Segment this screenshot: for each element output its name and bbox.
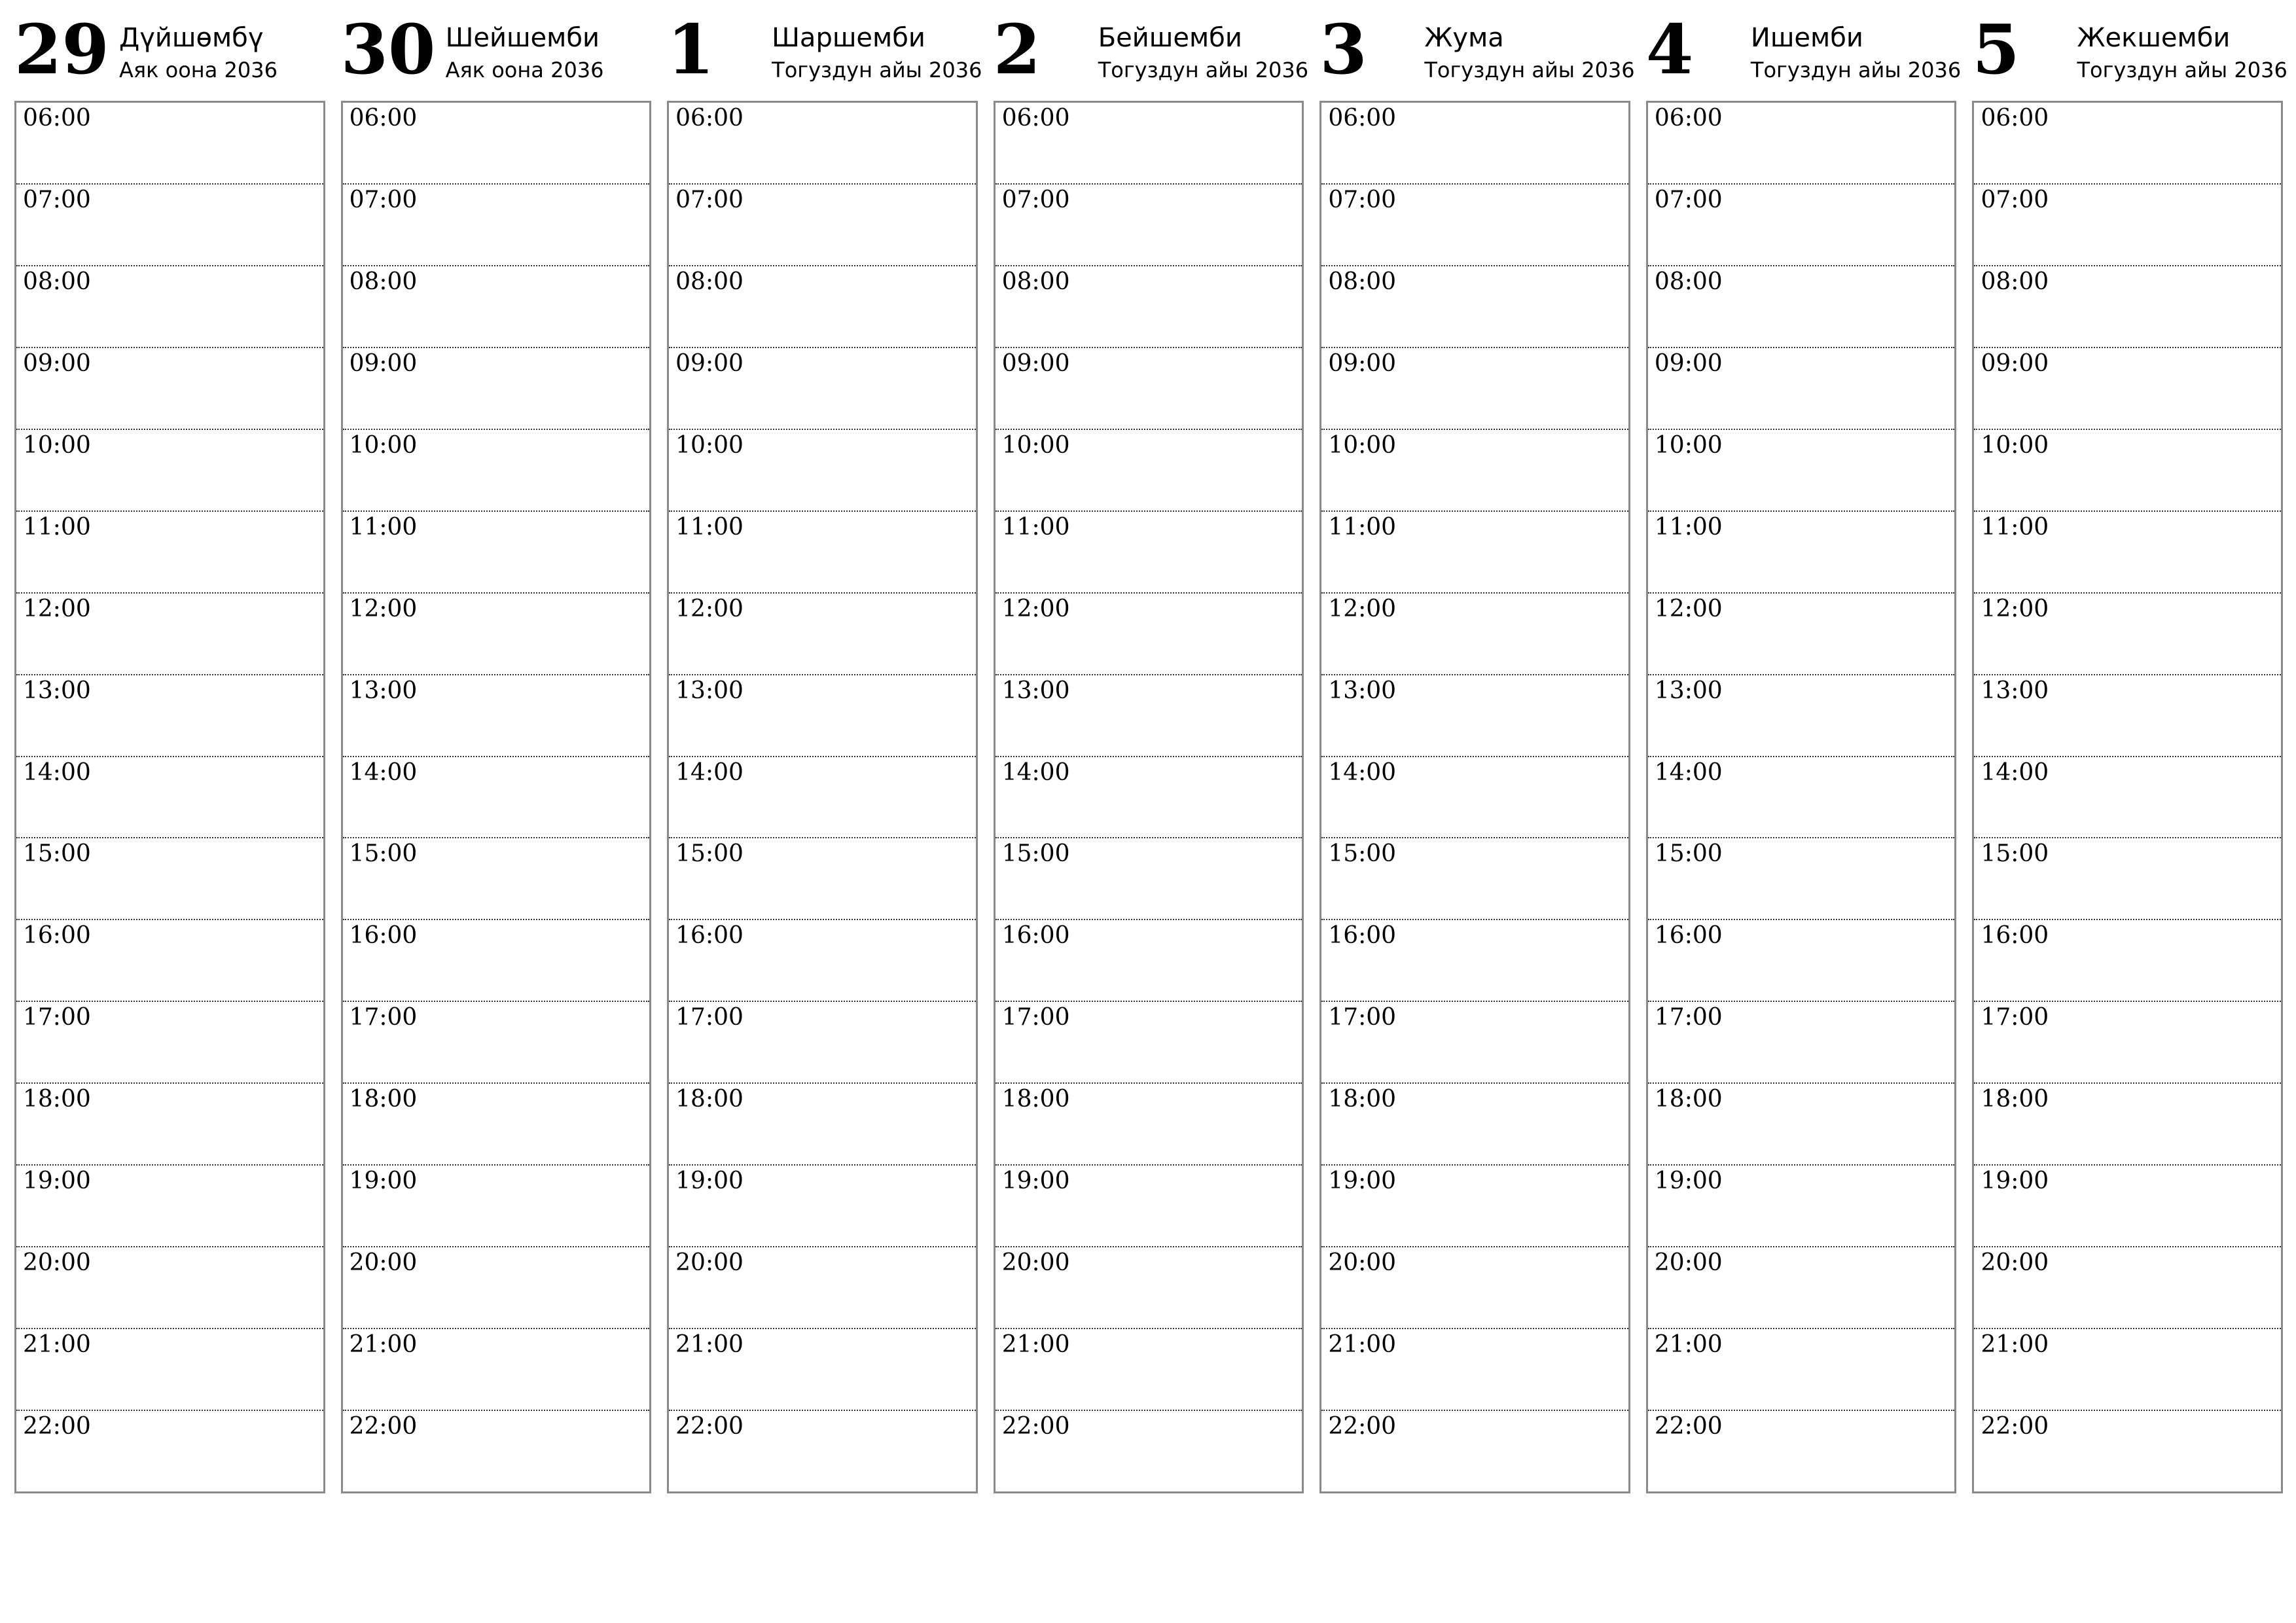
hour-label: 18:00: [1981, 1086, 2049, 1113]
hour-slot[interactable]: [343, 430, 650, 512]
hour-label: 13:00: [1981, 677, 2049, 704]
hour-label: 15:00: [349, 840, 418, 868]
hour-label: 20:00: [1981, 1249, 2049, 1277]
hour-slot[interactable]: [669, 920, 976, 1002]
hour-label: 10:00: [1981, 431, 2049, 459]
day-schedule-box: [1646, 101, 1957, 1493]
day-schedule-box: [667, 101, 978, 1493]
hour-label: 13:00: [23, 677, 91, 704]
hour-slot[interactable]: [669, 594, 976, 675]
hour-label: 17:00: [675, 1004, 744, 1031]
hour-slot[interactable]: [669, 1411, 976, 1491]
hour-slot[interactable]: [343, 1002, 650, 1084]
hour-slot[interactable]: [996, 103, 1302, 185]
day-header: [1972, 9, 2287, 101]
hour-label: 10:00: [1328, 431, 1397, 459]
hour-slot[interactable]: [669, 103, 976, 185]
hour-slot[interactable]: [1648, 1084, 1955, 1166]
day-column: [667, 9, 982, 1499]
hour-slot[interactable]: [669, 1329, 976, 1411]
hour-label: 07:00: [1981, 186, 2049, 213]
hour-slot[interactable]: [996, 920, 1302, 1002]
hour-slot[interactable]: [1974, 266, 2281, 348]
hour-slot[interactable]: [1648, 1002, 1955, 1084]
hour-label: 15:00: [1328, 840, 1397, 868]
hour-slot[interactable]: [1321, 1411, 1628, 1491]
hour-label: 16:00: [1654, 922, 1723, 950]
hour-label: 07:00: [349, 186, 418, 213]
hour-label: 06:00: [349, 105, 418, 132]
hour-slot[interactable]: [1974, 185, 2281, 266]
hour-label: 07:00: [1654, 186, 1723, 213]
hour-label: 16:00: [1328, 922, 1397, 950]
hour-slot[interactable]: [16, 1247, 323, 1329]
hour-slot[interactable]: [343, 1166, 650, 1247]
hour-label: 15:00: [1654, 840, 1723, 868]
hour-slot[interactable]: [996, 266, 1302, 348]
hour-slot[interactable]: [996, 838, 1302, 920]
hour-slot[interactable]: [1321, 757, 1628, 839]
hour-slot[interactable]: [343, 185, 650, 266]
hour-slot[interactable]: [1974, 1329, 2281, 1411]
hour-slot[interactable]: [1648, 594, 1955, 675]
hour-slot[interactable]: [996, 594, 1302, 675]
day-header: [667, 9, 982, 101]
hour-slot[interactable]: [1648, 512, 1955, 594]
day-number: 2: [993, 9, 1041, 90]
hour-slot[interactable]: [1321, 1084, 1628, 1166]
hour-slot[interactable]: [996, 757, 1302, 839]
hour-slot[interactable]: [1974, 512, 2281, 594]
hour-slot[interactable]: [996, 1084, 1302, 1166]
hour-label: 07:00: [1328, 186, 1397, 213]
day-number: 4: [1645, 9, 1694, 90]
hour-label: 11:00: [1001, 513, 1070, 541]
hour-label: 15:00: [23, 840, 91, 868]
day-name: Шаршемби: [772, 23, 925, 53]
hour-slot[interactable]: [1321, 675, 1628, 757]
hour-label: 11:00: [1654, 513, 1723, 541]
hour-slot[interactable]: [669, 512, 976, 594]
hour-label: 17:00: [1328, 1004, 1397, 1031]
hour-label: 16:00: [675, 922, 744, 950]
hour-slot[interactable]: [1648, 103, 1955, 185]
hour-label: 09:00: [1328, 349, 1397, 377]
hour-slot[interactable]: [16, 430, 323, 512]
hour-slot[interactable]: [16, 1411, 323, 1491]
hour-slot[interactable]: [343, 266, 650, 348]
hour-label: 20:00: [349, 1249, 418, 1277]
hour-label: 17:00: [1981, 1004, 2049, 1031]
hour-label: 08:00: [349, 268, 418, 295]
hour-slot[interactable]: [1974, 920, 2281, 1002]
hour-slot[interactable]: [996, 1329, 1302, 1411]
hour-label: 14:00: [1981, 758, 2049, 786]
hour-slot[interactable]: [1321, 512, 1628, 594]
hour-slot[interactable]: [343, 675, 650, 757]
hour-label: 21:00: [349, 1331, 418, 1359]
hour-slot[interactable]: [669, 185, 976, 266]
day-column: [1319, 9, 1635, 1499]
hour-label: 16:00: [349, 922, 418, 950]
hour-slot[interactable]: [16, 757, 323, 839]
hour-label: 21:00: [1654, 1331, 1723, 1359]
hour-label: 11:00: [23, 513, 91, 541]
hour-label: 20:00: [1001, 1249, 1070, 1277]
hour-label: 22:00: [23, 1413, 91, 1440]
hour-slot[interactable]: [1321, 185, 1628, 266]
hour-slot[interactable]: [16, 103, 323, 185]
hour-slot[interactable]: [1648, 920, 1955, 1002]
hour-label: 17:00: [1654, 1004, 1723, 1031]
hour-slot[interactable]: [16, 185, 323, 266]
hour-slot[interactable]: [1974, 757, 2281, 839]
hour-label: 12:00: [1001, 595, 1070, 622]
hour-label: 21:00: [1981, 1331, 2049, 1359]
hour-slot[interactable]: [1648, 348, 1955, 430]
hour-label: 08:00: [675, 268, 744, 295]
hour-label: 18:00: [1654, 1086, 1723, 1113]
hour-label: 10:00: [1001, 431, 1070, 459]
month-year: Аяк оона 2036: [119, 58, 278, 82]
hour-label: 06:00: [23, 105, 91, 132]
hour-slot[interactable]: [669, 1166, 976, 1247]
hour-slot[interactable]: [996, 1166, 1302, 1247]
hour-slot[interactable]: [669, 757, 976, 839]
hour-slot[interactable]: [1321, 594, 1628, 675]
hour-label: 14:00: [349, 758, 418, 786]
hour-slot[interactable]: [343, 920, 650, 1002]
hour-label: 09:00: [1654, 349, 1723, 377]
hour-label: 08:00: [1654, 268, 1723, 295]
hour-label: 12:00: [1328, 595, 1397, 622]
hour-label: 21:00: [1001, 1331, 1070, 1359]
day-header: [1319, 9, 1635, 101]
hour-slot[interactable]: [1648, 675, 1955, 757]
hour-label: 06:00: [1981, 105, 2049, 132]
hour-slot[interactable]: [1321, 838, 1628, 920]
hour-slot[interactable]: [1648, 1411, 1955, 1491]
hour-label: 19:00: [23, 1168, 91, 1195]
hour-slot[interactable]: [996, 430, 1302, 512]
hour-label: 09:00: [1001, 349, 1070, 377]
hour-label: 06:00: [675, 105, 744, 132]
day-column: [993, 9, 1309, 1499]
hour-label: 20:00: [1654, 1249, 1723, 1277]
hour-label: 22:00: [1654, 1413, 1723, 1440]
hour-label: 11:00: [1981, 513, 2049, 541]
hour-label: 22:00: [1328, 1413, 1397, 1440]
hour-slot[interactable]: [669, 266, 976, 348]
hour-label: 19:00: [349, 1168, 418, 1195]
day-name: Дүйшөмбү: [119, 23, 264, 53]
hour-slot[interactable]: [343, 512, 650, 594]
hour-label: 22:00: [1981, 1413, 2049, 1440]
hour-label: 13:00: [1654, 677, 1723, 704]
hour-label: 07:00: [23, 186, 91, 213]
hour-slot[interactable]: [1321, 266, 1628, 348]
hour-label: 19:00: [1981, 1168, 2049, 1195]
day-header: [14, 9, 325, 101]
hour-label: 21:00: [23, 1331, 91, 1359]
hour-label: 20:00: [23, 1249, 91, 1277]
hour-label: 10:00: [675, 431, 744, 459]
hour-slot[interactable]: [1648, 266, 1955, 348]
day-schedule-box: [14, 101, 325, 1493]
hour-slot[interactable]: [669, 430, 976, 512]
hour-label: 11:00: [675, 513, 744, 541]
hour-slot[interactable]: [996, 1411, 1302, 1491]
hour-label: 21:00: [675, 1331, 744, 1359]
hour-label: 11:00: [1328, 513, 1397, 541]
hour-slot[interactable]: [16, 1166, 323, 1247]
hour-slot[interactable]: [1974, 1084, 2281, 1166]
hour-slot[interactable]: [16, 1084, 323, 1166]
hour-slot[interactable]: [343, 1247, 650, 1329]
hour-label: 20:00: [675, 1249, 744, 1277]
hour-slot[interactable]: [669, 838, 976, 920]
hour-slot[interactable]: [16, 1329, 323, 1411]
hour-label: 19:00: [1654, 1168, 1723, 1195]
hour-label: 19:00: [675, 1168, 744, 1195]
hour-slot[interactable]: [996, 348, 1302, 430]
hour-label: 06:00: [1654, 105, 1723, 132]
hour-label: 15:00: [1001, 840, 1070, 868]
hour-slot[interactable]: [16, 348, 323, 430]
hour-label: 10:00: [349, 431, 418, 459]
day-number: 3: [1319, 9, 1367, 90]
day-name: Ишемби: [1750, 23, 1863, 53]
hour-label: 15:00: [675, 840, 744, 868]
day-column: [14, 9, 325, 1499]
hour-label: 08:00: [23, 268, 91, 295]
hour-slot[interactable]: [343, 103, 650, 185]
hour-label: 21:00: [1328, 1331, 1397, 1359]
hour-label: 14:00: [1654, 758, 1723, 786]
hour-slot[interactable]: [1974, 103, 2281, 185]
hour-label: 09:00: [675, 349, 744, 377]
day-number: 29: [14, 9, 109, 90]
hour-slot[interactable]: [996, 675, 1302, 757]
hour-slot[interactable]: [16, 512, 323, 594]
hour-slot[interactable]: [1974, 1166, 2281, 1247]
day-schedule-box: [341, 101, 652, 1493]
hour-label: 09:00: [349, 349, 418, 377]
hour-label: 13:00: [349, 677, 418, 704]
hour-label: 16:00: [1001, 922, 1070, 950]
hour-label: 13:00: [1001, 677, 1070, 704]
hour-slot[interactable]: [1974, 430, 2281, 512]
hour-slot[interactable]: [669, 1247, 976, 1329]
hour-label: 13:00: [1328, 677, 1397, 704]
hour-label: 22:00: [1001, 1413, 1070, 1440]
hour-label: 14:00: [675, 758, 744, 786]
hour-label: 09:00: [23, 349, 91, 377]
weekly-planner: [14, 9, 2287, 1499]
day-header: [993, 9, 1309, 101]
hour-label: 12:00: [1981, 595, 2049, 622]
hour-slot[interactable]: [1974, 675, 2281, 757]
hour-label: 17:00: [1001, 1004, 1070, 1031]
hour-slot[interactable]: [1974, 1247, 2281, 1329]
hour-label: 06:00: [1328, 105, 1397, 132]
hour-label: 14:00: [23, 758, 91, 786]
hour-slot[interactable]: [16, 266, 323, 348]
day-schedule-box: [994, 101, 1304, 1493]
hour-label: 08:00: [1328, 268, 1397, 295]
day-name: Жекшемби: [2077, 23, 2231, 53]
hour-label: 22:00: [675, 1413, 744, 1440]
day-schedule-box: [1972, 101, 2283, 1493]
hour-slot[interactable]: [669, 1084, 976, 1166]
hour-label: 18:00: [1328, 1086, 1397, 1113]
month-year: Тогуздун айы 2036: [1750, 58, 1962, 82]
hour-slot[interactable]: [1321, 348, 1628, 430]
hour-label: 10:00: [1654, 431, 1723, 459]
hour-slot[interactable]: [343, 594, 650, 675]
hour-label: 07:00: [675, 186, 744, 213]
hour-slot[interactable]: [16, 675, 323, 757]
hour-label: 14:00: [1328, 758, 1397, 786]
day-number: 30: [340, 9, 436, 90]
hour-slot[interactable]: [1321, 430, 1628, 512]
hour-label: 18:00: [23, 1086, 91, 1113]
hour-label: 16:00: [1981, 922, 2049, 950]
hour-slot[interactable]: [1974, 594, 2281, 675]
hour-label: 18:00: [349, 1086, 418, 1113]
hour-slot[interactable]: [1648, 430, 1955, 512]
hour-slot[interactable]: [1974, 1002, 2281, 1084]
day-column: [1645, 9, 1962, 1499]
hour-slot[interactable]: [1321, 920, 1628, 1002]
hour-label: 18:00: [1001, 1086, 1070, 1113]
hour-slot[interactable]: [343, 757, 650, 839]
hour-label: 22:00: [349, 1413, 418, 1440]
hour-label: 14:00: [1001, 758, 1070, 786]
hour-slot[interactable]: [996, 512, 1302, 594]
hour-label: 13:00: [675, 677, 744, 704]
day-number: 1: [667, 9, 715, 90]
hour-slot[interactable]: [343, 1411, 650, 1491]
hour-slot[interactable]: [16, 594, 323, 675]
hour-slot[interactable]: [16, 920, 323, 1002]
day-number: 5: [1972, 9, 2020, 90]
hour-label: 17:00: [23, 1004, 91, 1031]
hour-label: 09:00: [1981, 349, 2049, 377]
hour-label: 12:00: [675, 595, 744, 622]
hour-label: 12:00: [23, 595, 91, 622]
day-header: [340, 9, 652, 101]
hour-slot[interactable]: [1648, 757, 1955, 839]
hour-slot[interactable]: [1974, 348, 2281, 430]
day-schedule-box: [1319, 101, 1630, 1493]
hour-slot[interactable]: [16, 1002, 323, 1084]
hour-slot[interactable]: [1648, 1166, 1955, 1247]
hour-slot[interactable]: [16, 838, 323, 920]
day-header: [1645, 9, 1962, 101]
hour-label: 11:00: [349, 513, 418, 541]
hour-label: 06:00: [1001, 105, 1070, 132]
hour-label: 19:00: [1001, 1168, 1070, 1195]
hour-label: 19:00: [1328, 1168, 1397, 1195]
hour-slot[interactable]: [1648, 1329, 1955, 1411]
hour-slot[interactable]: [1648, 185, 1955, 266]
hour-slot[interactable]: [1321, 1166, 1628, 1247]
hour-slot[interactable]: [669, 348, 976, 430]
day-column: [1972, 9, 2287, 1499]
hour-label: 17:00: [349, 1004, 418, 1031]
hour-label: 08:00: [1981, 268, 2049, 295]
month-year: Тогуздун айы 2036: [772, 58, 982, 82]
hour-slot[interactable]: [343, 838, 650, 920]
hour-slot[interactable]: [343, 1329, 650, 1411]
month-year: Тогуздун айы 2036: [2077, 58, 2287, 82]
hour-label: 18:00: [675, 1086, 744, 1113]
hour-slot[interactable]: [669, 1002, 976, 1084]
hour-slot[interactable]: [343, 348, 650, 430]
hour-label: 16:00: [23, 922, 91, 950]
hour-slot[interactable]: [1321, 103, 1628, 185]
hour-label: 07:00: [1001, 186, 1070, 213]
month-year: Тогуздун айы 2036: [1098, 58, 1309, 82]
hour-slot[interactable]: [1974, 838, 2281, 920]
hour-slot[interactable]: [996, 1002, 1302, 1084]
hour-slot[interactable]: [996, 185, 1302, 266]
day-name: Шейшемби: [445, 23, 600, 53]
hour-label: 12:00: [349, 595, 418, 622]
day-column: [340, 9, 652, 1499]
hour-label: 12:00: [1654, 595, 1723, 622]
hour-label: 10:00: [23, 431, 91, 459]
hour-slot[interactable]: [1648, 1247, 1955, 1329]
hour-slot[interactable]: [1321, 1329, 1628, 1411]
hour-slot[interactable]: [1974, 1411, 2281, 1491]
hour-slot[interactable]: [343, 1084, 650, 1166]
hour-slot[interactable]: [1648, 838, 1955, 920]
hour-label: 15:00: [1981, 840, 2049, 868]
hour-slot[interactable]: [1321, 1002, 1628, 1084]
month-year: Аяк оона 2036: [445, 58, 604, 82]
day-name: Бейшемби: [1098, 23, 1242, 53]
hour-label: 08:00: [1001, 268, 1070, 295]
hour-slot[interactable]: [1321, 1247, 1628, 1329]
day-name: Жума: [1424, 23, 1504, 53]
month-year: Тогуздун айы 2036: [1424, 58, 1635, 82]
hour-slot[interactable]: [996, 1247, 1302, 1329]
hour-slot[interactable]: [669, 675, 976, 757]
hour-label: 20:00: [1328, 1249, 1397, 1277]
